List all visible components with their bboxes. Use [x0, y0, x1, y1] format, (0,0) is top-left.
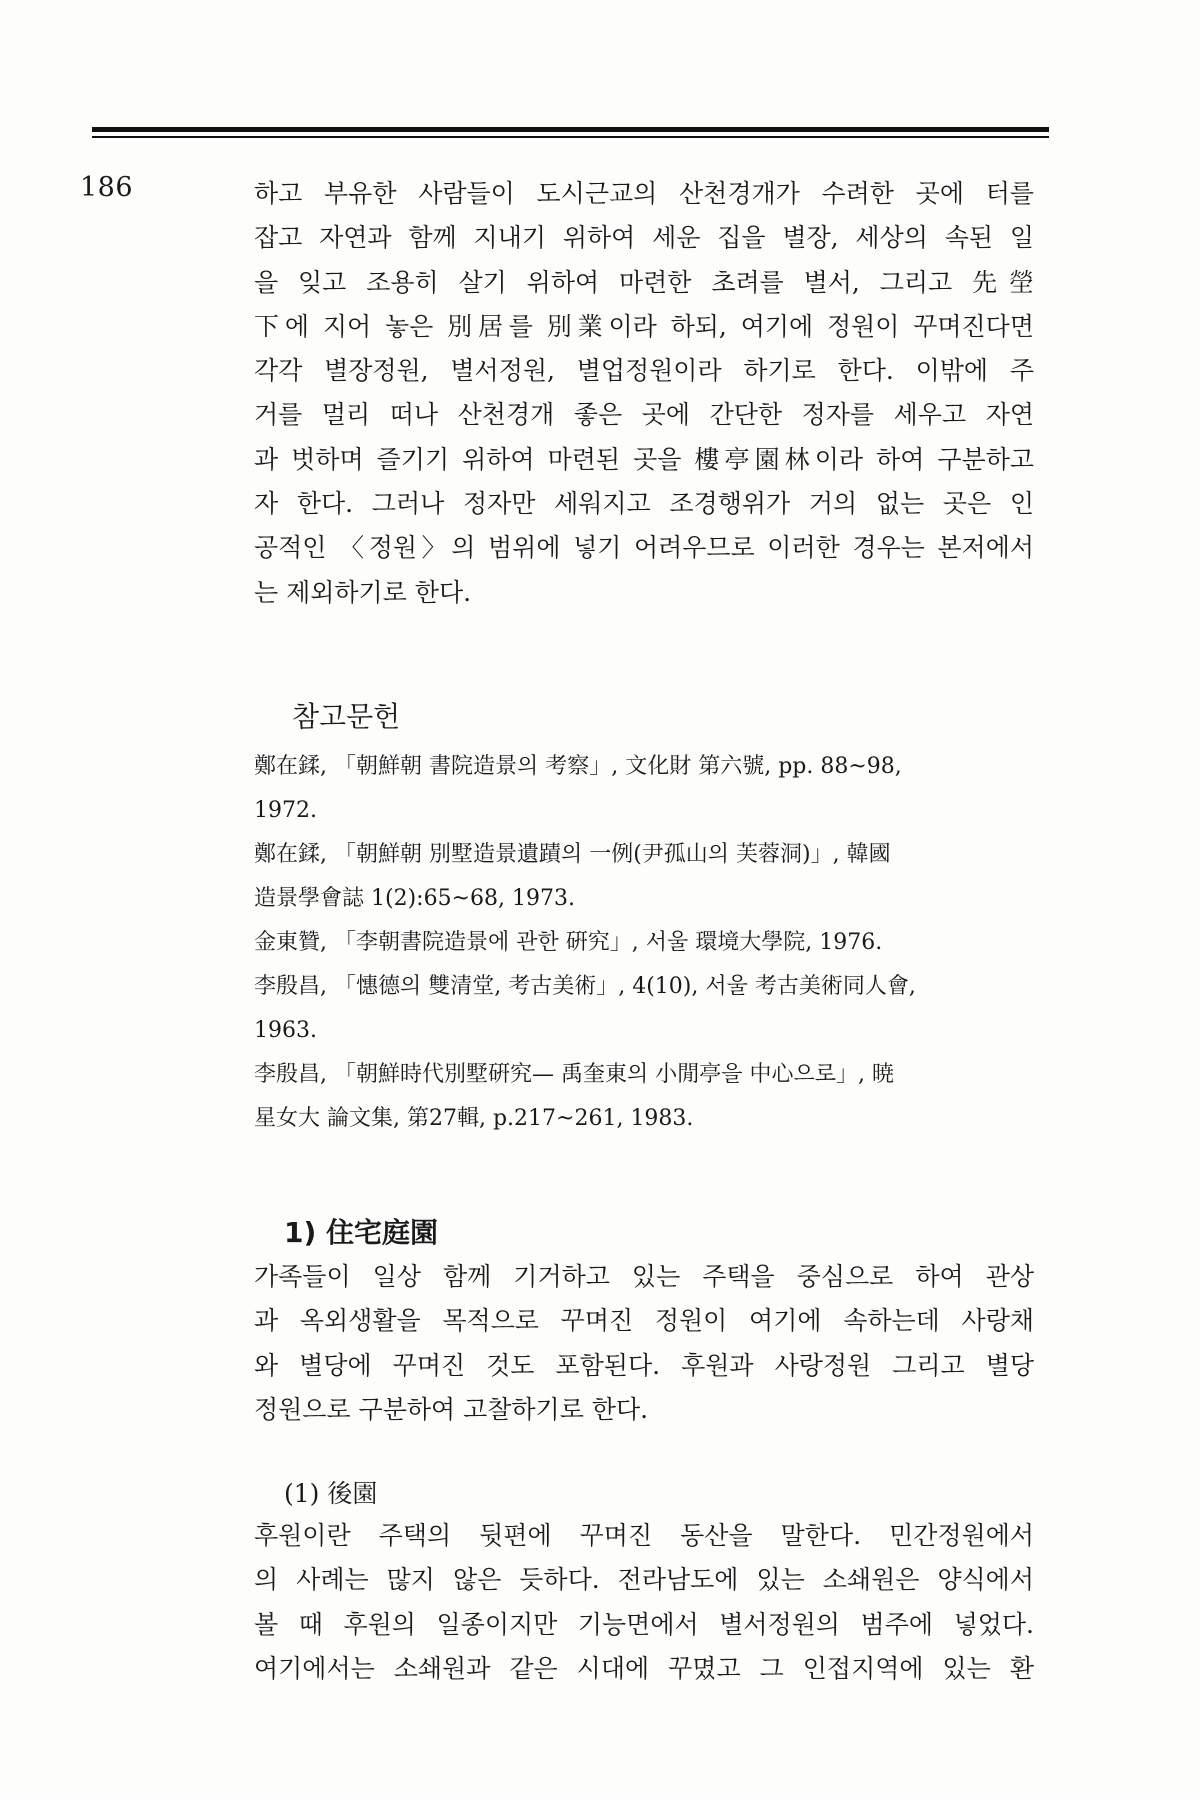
header-rule-thick	[92, 127, 1049, 132]
subsection-line: 후원이란 주택의 뒷편에 꾸며진 동산을 말한다. 민간정원에서	[254, 1521, 1034, 1551]
intro-paragraph	[254, 172, 1034, 615]
intro-line: 각각 별장정원, 별서정원, 별업정원이라 하기로 한다. 이밖에 주	[254, 356, 1034, 386]
subsection-heading: (1) 後園	[284, 1479, 378, 1509]
intro-line: 을 잊고 조용히 살기 위하여 마련한 초려를 별서, 그리고 先塋	[254, 267, 1034, 297]
subsection-line: 의 사례는 많지 않은 듯하다. 전라남도에 있는 소쇄원은 양식에서	[254, 1565, 1034, 1595]
intro-line: 잡고 자연과 함께 지내기 위하여 세운 집을 별장, 세상의 속된 일	[254, 223, 1034, 253]
section-paragraph	[254, 1255, 1034, 1432]
reference-line: 造景學會誌 1(2):65~68, 1973.	[254, 885, 575, 911]
section-heading: 1) 住宅庭園	[284, 1215, 439, 1249]
reference-line: 李殷昌, 「朝鮮時代別墅硏究— 禹奎東의 小閒亭을 中心으로」, 暁	[254, 1061, 894, 1087]
section-line: 정원으로 구분하여 고찰하기로 한다.	[254, 1394, 649, 1424]
intro-line: 거를 멀리 떠나 산천경개 좋은 곳에 간단한 정자를 세우고 자연	[254, 400, 1034, 430]
page-body	[254, 172, 1034, 1691]
reference-line: 金東贊, 「李朝書院造景에 관한 硏究」, 서울 環境大學院, 1976.	[254, 929, 883, 955]
reference-line: 李殷昌, 「憓德의 雙清堂, 考古美術」, 4(10), 서울 考古美術同人會,	[254, 973, 916, 999]
subsection-line: 여기에서는 소쇄원과 같은 시대에 꾸몄고 그 인접지역에 있는 환	[254, 1654, 1034, 1684]
page-number: 186	[80, 172, 134, 203]
intro-line: 하고 부유한 사람들이 도시근교의 산천경개가 수려한 곳에 터를	[254, 179, 1034, 208]
header-rule-thin	[92, 136, 1049, 138]
reference-line: 星女大 論文集, 第27輯, p.217~261, 1983.	[254, 1105, 694, 1131]
reference-line: 1963.	[254, 1017, 317, 1043]
reference-line: 鄭在鍒, 「朝鮮朝 別墅造景遺蹟의 一例(尹孤山의 芙蓉洞)」, 韓國	[254, 841, 891, 867]
section-line: 가족들이 일상 함께 기거하고 있는 주택을 중심으로 하여 관상	[254, 1261, 1034, 1291]
references-title: 참고문헌	[292, 699, 401, 733]
reference-line: 鄭在鍒, 「朝鮮朝 書院造景의 考察」, 文化財 第六號, pp. 88~98,	[254, 753, 902, 779]
references-list	[254, 745, 1034, 1141]
reference-line: 1972.	[254, 797, 317, 823]
subsection-paragraph	[254, 1514, 1034, 1691]
intro-line: 과 벗하며 즐기기 위하여 마련된 곳을 樓亭園林이라 하여 구분하고	[254, 444, 1034, 474]
section-line: 와 별당에 꾸며진 것도 포함된다. 후원과 사랑정원 그리고 별당	[254, 1350, 1034, 1380]
intro-line: 공적인 〈정원〉의 범위에 넣기 어려우므로 이러한 경우는 본저에서	[254, 533, 1034, 563]
intro-line: 자 한다. 그러나 정자만 세워지고 조경행위가 거의 없는 곳은 인	[254, 489, 1034, 519]
subsection-line: 볼 때 후원의 일종이지만 기능면에서 별서정원의 범주에 넣었다.	[254, 1609, 1034, 1639]
intro-line: 下에 지어 놓은 別居를 別業이라 하되, 여기에 정원이 꾸며진다면	[254, 311, 1034, 341]
section-line: 과 옥외생활을 목적으로 꾸며진 정원이 여기에 속하는데 사랑채	[254, 1306, 1034, 1336]
intro-line: 는 제외하기로 한다.	[254, 577, 472, 607]
